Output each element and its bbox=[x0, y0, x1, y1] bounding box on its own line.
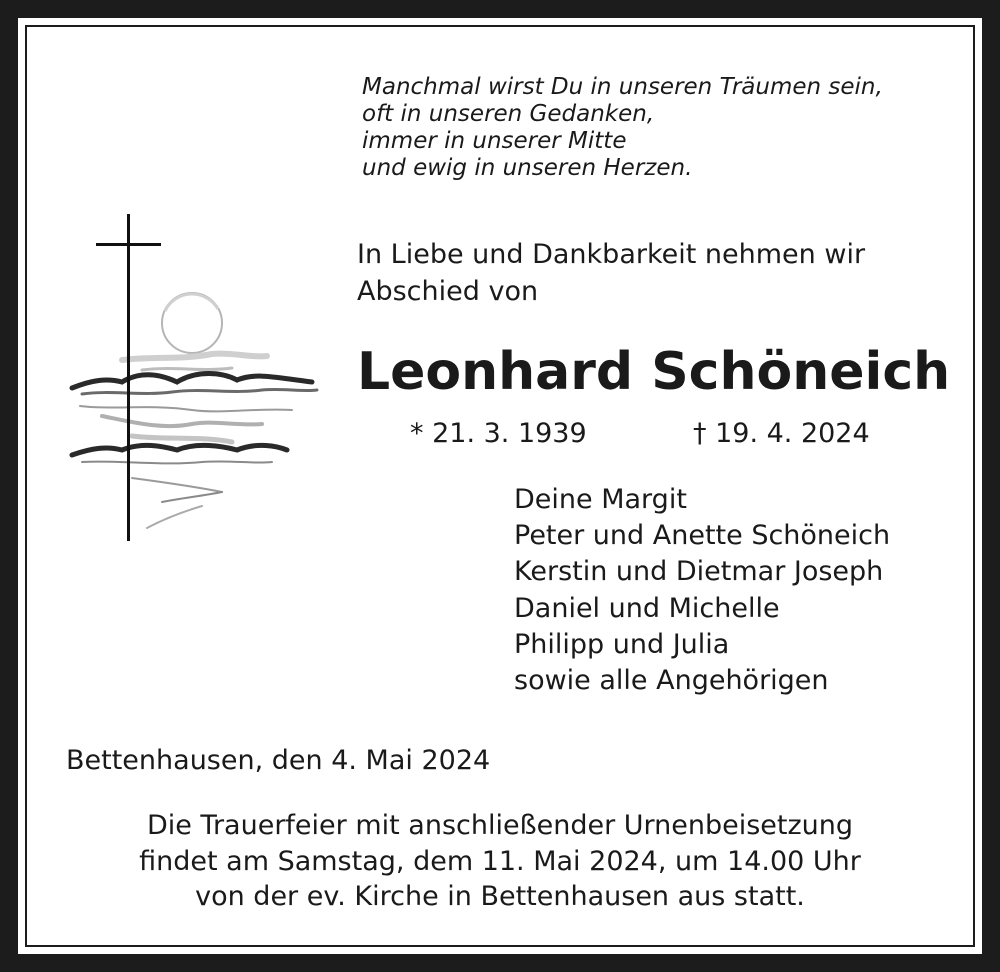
death-date: † 19. 4. 2024 bbox=[693, 418, 870, 449]
cross-icon bbox=[96, 214, 161, 541]
family-list bbox=[514, 482, 890, 699]
funeral-line: findet am Samstag, dem 11. Mai 2024, um 14.00 Uhr bbox=[139, 845, 861, 877]
poem bbox=[362, 74, 962, 182]
poem-line: und ewig in unseren Herzen. bbox=[362, 155, 693, 181]
funeral-line: Die Trauerfeier mit anschließender Urnenbeisetzung bbox=[146, 810, 854, 841]
funeral-line: von der ev. Kirche in Bettenhausen aus statt. bbox=[195, 881, 805, 912]
family-member: Kerstin und Dietmar Joseph bbox=[514, 556, 884, 588]
mountain-landscape-icon bbox=[72, 354, 317, 528]
intro-text bbox=[357, 236, 865, 310]
funeral-notice bbox=[50, 808, 950, 915]
place-and-date: Bettenhausen, den 4. Mai 2024 bbox=[66, 745, 491, 776]
deceased-name: Leonhard Schöneich bbox=[357, 342, 951, 402]
family-member: Daniel und Michelle bbox=[514, 592, 780, 624]
birth-date: * 21. 3. 1939 bbox=[410, 418, 587, 449]
intro-line: Abschied von bbox=[357, 276, 539, 307]
poem-line: oft in unseren Gedanken, bbox=[362, 101, 655, 127]
poem-line: immer in unserer Mitte bbox=[362, 128, 627, 154]
family-member: Philipp und Julia bbox=[514, 628, 730, 660]
family-member: sowie alle Angehörigen bbox=[514, 665, 829, 697]
poem-line: Manchmal wirst Du in unseren Träumen sein, bbox=[362, 74, 883, 100]
family-member: Deine Margit bbox=[514, 484, 687, 515]
family-member: Peter und Anette Schöneich bbox=[514, 520, 891, 552]
intro-line: In Liebe und Dankbarkeit nehmen wir bbox=[357, 239, 866, 270]
cross-landscape-illustration bbox=[62, 210, 332, 550]
